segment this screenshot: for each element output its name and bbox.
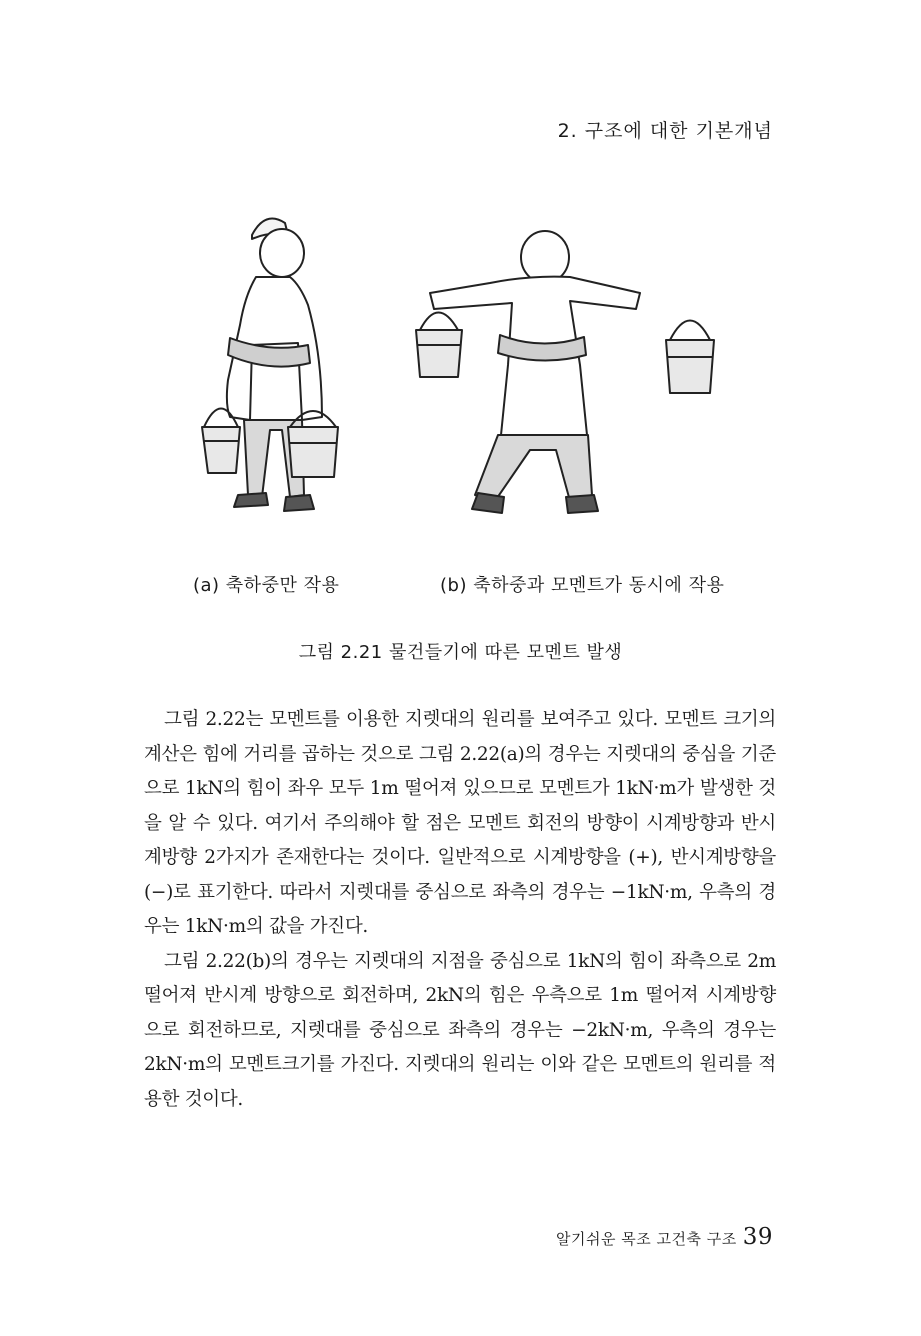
bucket-icon	[202, 409, 240, 474]
running-header: 2. 구조에 대한 기본개념	[557, 120, 773, 142]
figure-illustration	[190, 205, 730, 535]
body-text	[144, 703, 776, 1117]
page-footer	[556, 1224, 773, 1250]
figure-title: 그림 2.21 물건들기에 따른 모멘트 발생	[298, 642, 623, 663]
figure-caption-b: (b) 축하중과 모멘트가 동시에 작용	[440, 575, 725, 596]
paragraph: 그림 2.22는 모멘트를 이용한 지렛대의 원리를 보여주고 있다. 모멘트 크기의 계산은 힘에 거리를 곱하는 것으로 그림 2.22(a)의 경우는 지렛대의 중심을 기준으로 1kN의 힘이 좌우 모두 1m 떨어져 있으므로 모멘트가 1kN·m가 발생한 것을 알 수 있다. 여기서 주의해야 할 점은 모멘트 회전의 방향이 시계방향과 반시계방향 2가지가 존재한다는 것이다. 일반적으로 시계방향을 (+), 반시계방향을 (−)로 표기한다. 따라서 지렛대를 중심으로 좌측의 경우는 −1kN·m, 우측의 경우는 1kN·m의 값을 가진다.	[144, 709, 776, 937]
figure-b-person	[430, 231, 640, 513]
page-number: 39	[742, 1224, 773, 1250]
bucket-icon	[416, 313, 462, 378]
book-title: 알기쉬운 목조 고건축 구조	[556, 1230, 737, 1248]
figure-caption-a: (a) 축하중만 작용	[193, 575, 340, 596]
paragraph: 그림 2.22(b)의 경우는 지렛대의 지점을 중심으로 1kN의 힘이 좌측으로 2m 떨어져 반시계 방향으로 회전하며, 2kN의 힘은 우측으로 1m 떨어져 시계방향으로 회전하므로, 지렛대를 중심으로 좌측의 경우는 −2kN·m, 우측의 경우는 2kN·m의 모멘트크기를 가진다. 지렛대의 원리는 이와 같은 모멘트의 원리를 적용한 것이다.	[144, 950, 776, 1110]
bucket-icon	[288, 411, 338, 477]
bucket-icon	[666, 321, 714, 394]
